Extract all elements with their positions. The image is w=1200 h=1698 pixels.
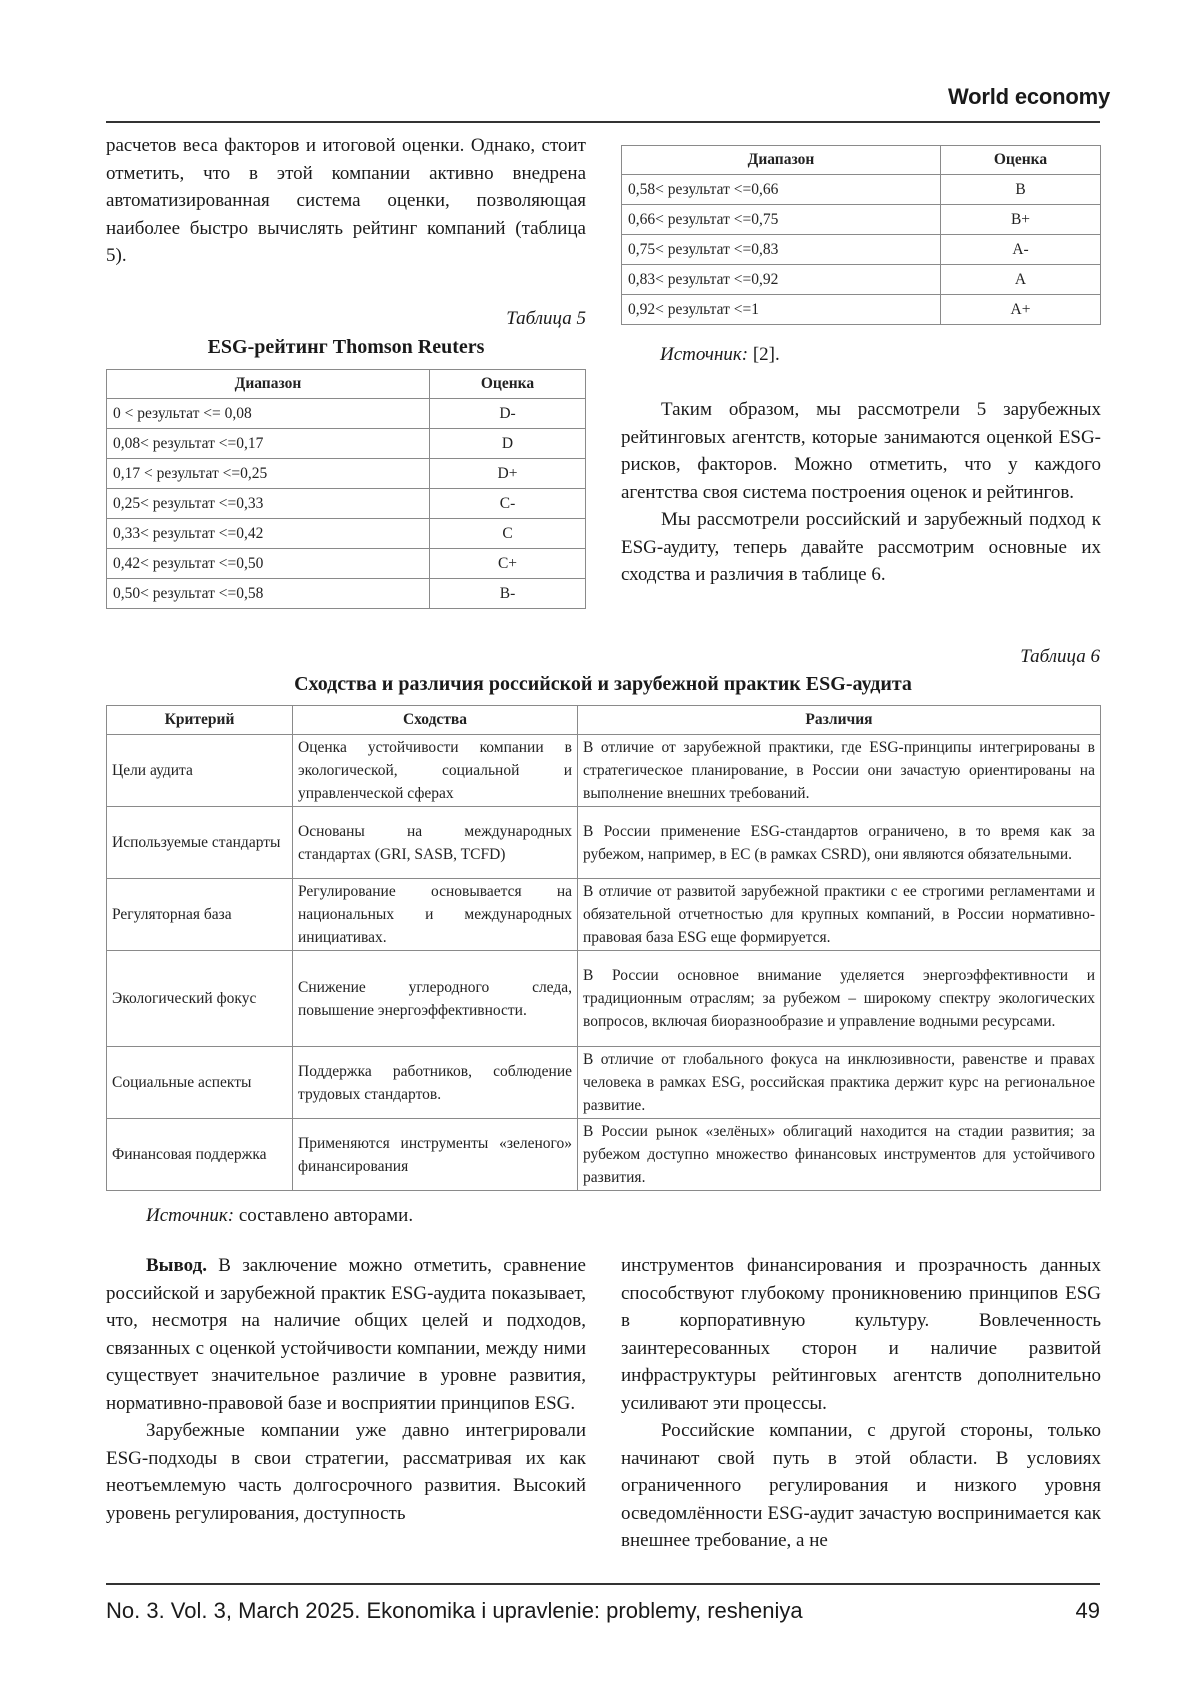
differences-cell: В России рынок «зелёных» облигаций находится на стадии развития; за рубежом доступно множество финансовых инструментов для устойчивого развития. [578,1119,1101,1191]
grade-cell: D [430,429,586,459]
col-header-differences: Различия [578,706,1101,735]
table6 [106,705,1101,1191]
table6-source [146,1205,413,1227]
similarities-cell: Основаны на международных стандартах (GRI, SASB, TCFD) [293,807,578,879]
table-row [107,879,1101,951]
similarities-cell: Поддержка работников, соблюдение трудовых стандартов. [293,1047,578,1119]
range-cell: 0,75< результат <=0,83 [622,235,941,265]
criterion-cell: Экологический фокус [107,951,293,1047]
differences-cell: В отличие от развитой зарубежной практики с ее строгими регламентами и обязательной отчетностью для крупных компаний, в России нормативно-правовая база ESG еще формируется. [578,879,1101,951]
range-cell: 0,25< результат <=0,33 [107,489,430,519]
table-row [107,951,1101,1047]
col-header-grade: Оценка [430,370,586,399]
paragraph: Таким образом, мы рассмотрели 5 зарубежных рейтинговых агентств, которые занимаются оценкой ESG-рисков, факторов. Можно отметить, что у каждого агентства своя система построения оценок и рейтингов. [621,399,1101,503]
table-row [107,1047,1101,1119]
table5-title: ESG-рейтинг Thomson Reuters [207,336,485,358]
conclusion-text: В заключение можно отметить, сравнение российской и зарубежной практик ESG-аудита показывает, что, несмотря на наличие общих целей и подходов, связанных с оценкой устойчивости компании, между ними существует значительное различие в уровне развития, нормативно-правовой базе и восприятии принципов ESG. [106,1255,586,1414]
col-header-similarities: Сходства [293,706,578,735]
paragraph: Мы рассмотрели российский и зарубежный подход к ESG-аудиту, теперь давайте рассмотрим основные их сходства и различия в таблице 6. [621,509,1101,585]
conclusion-right-column [621,1252,1101,1555]
paragraph: инструментов финансирования и прозрачность данных способствуют глубокому проникновению принципов ESG в корпоративную культуру. Вовлеченность заинтересованных сторон и наличие развитой инфраструктуры рейтинговых агентств дополнительно усиливают эти процессы. [621,1255,1101,1414]
range-cell: 0 < результат <= 0,08 [107,399,430,429]
page-number: 49 [1075,1598,1100,1623]
table-row [622,175,1101,205]
grade-cell: C- [430,489,586,519]
summary-paragraphs [621,396,1101,589]
criterion-cell: Регуляторная база [107,879,293,951]
table-row [622,235,1101,265]
grade-cell: D+ [430,459,586,489]
differences-cell: В отличие от глобального фокуса на инклюзивности, равенстве и правах человека в рамках ESG, российская практика держит курс на региональное развитие. [578,1047,1101,1119]
intro-paragraph [106,132,586,270]
conclusion-paragraph [106,1252,586,1417]
similarities-cell: Снижение углеродного следа, повышение энергоэффективности. [293,951,578,1047]
table5-part1 [106,369,586,609]
col-header-criterion: Критерий [107,706,293,735]
table-row [107,399,586,429]
table-row [107,1119,1101,1191]
grade-cell: A [941,265,1101,295]
grade-cell: B+ [941,205,1101,235]
paragraph: Зарубежные компании уже давно интегрировали ESG-подходы в свои стратегии, рассматривая их как неотъемлемую часть долгосрочного развития. Высокий уровень регулирования, доступность [106,1420,586,1524]
grade-cell: B- [430,579,586,609]
source-value: составлено авторами. [234,1205,414,1226]
grade-cell: A+ [941,295,1101,325]
range-cell: 0,33< результат <=0,42 [107,519,430,549]
differences-cell: В отличие от зарубежной практики, где ESG-принципы интегрированы в стратегическое планирование, в России они зачастую ориентированы на выполнение внешних требований. [578,735,1101,807]
range-cell: 0,50< результат <=0,58 [107,579,430,609]
range-cell: 0,42< результат <=0,50 [107,549,430,579]
table-row [622,205,1101,235]
table-header-row [107,370,586,399]
table-row [107,549,586,579]
col-header-grade: Оценка [941,146,1101,175]
criterion-cell: Используемые стандарты [107,807,293,879]
table-row [107,519,586,549]
grade-cell: C [430,519,586,549]
similarities-cell: Применяются инструменты «зеленого» финансирования [293,1119,578,1191]
criterion-cell: Финансовая поддержка [107,1119,293,1191]
source-label: Источник: [660,344,749,365]
col-header-range: Диапазон [107,370,430,399]
similarities-cell: Регулирование основывается на национальных и международных инициативах. [293,879,578,951]
range-cell: 0,08< результат <=0,17 [107,429,430,459]
conclusion-lead: Вывод. [146,1255,207,1276]
table-row [107,429,586,459]
table-header-row [107,706,1101,735]
table5-label: Таблица 5 [506,308,586,329]
range-cell: 0,58< результат <=0,66 [622,175,941,205]
source-value: [2]. [748,344,780,365]
criterion-cell: Социальные аспекты [107,1047,293,1119]
grade-cell: A- [941,235,1101,265]
table-row [107,579,586,609]
grade-cell: D- [430,399,586,429]
conclusion-left-column [106,1252,586,1527]
table5-source [660,344,780,366]
intro-text: расчетов веса факторов и итоговой оценки. Однако, стоит отметить, что в этой компании активно внедрена автоматизированная система оценки, позволяющая наиболее быстро вычислять рейтинг компаний (таблица 5). [106,135,586,266]
table-row [107,489,586,519]
table5-part2 [621,145,1101,325]
table-row [107,735,1101,807]
footer-citation: No. 3. Vol. 3, March 2025. Ekonomika i upravlenie: problemy, resheniya [106,1598,803,1623]
range-cell: 0,66< результат <=0,75 [622,205,941,235]
grade-cell: B [941,175,1101,205]
table-row [622,265,1101,295]
range-cell: 0,17 < результат <=0,25 [107,459,430,489]
paragraph: Российские компании, с другой стороны, только начинают свой путь в этой области. В условиях ограниченного регулирования и низкого уровня осведомлённости ESG-аудит зачастую воспринимается как внешнее требование, а не [621,1420,1101,1551]
running-header-title: World economy [947,84,1110,109]
grade-cell: C+ [430,549,586,579]
footer-rule [106,1583,1100,1585]
range-cell: 0,92< результат <=1 [622,295,941,325]
similarities-cell: Оценка устойчивости компании в экологической, социальной и управленческой сферах [293,735,578,807]
table-row [107,459,586,489]
differences-cell: В России основное внимание уделяется энергоэффективности и традиционным отраслям; за рубежом – широкому спектру экологических вопросов, включая биоразнообразие и управление водными ресурсами. [578,951,1101,1047]
table-row [622,295,1101,325]
source-label: Источник: [146,1205,235,1226]
header-rule [106,121,1100,123]
range-cell: 0,83< результат <=0,92 [622,265,941,295]
col-header-range: Диапазон [622,146,941,175]
table-row [107,807,1101,879]
table6-label: Таблица 6 [1020,646,1100,667]
criterion-cell: Цели аудита [107,735,293,807]
differences-cell: В России применение ESG-стандартов ограничено, в то время как за рубежом, например, в ЕС (в рамках CSRD), они являются обязательными. [578,807,1101,879]
table-header-row [622,146,1101,175]
table6-title: Сходства и различия российской и зарубежной практик ESG-аудита [294,673,912,695]
